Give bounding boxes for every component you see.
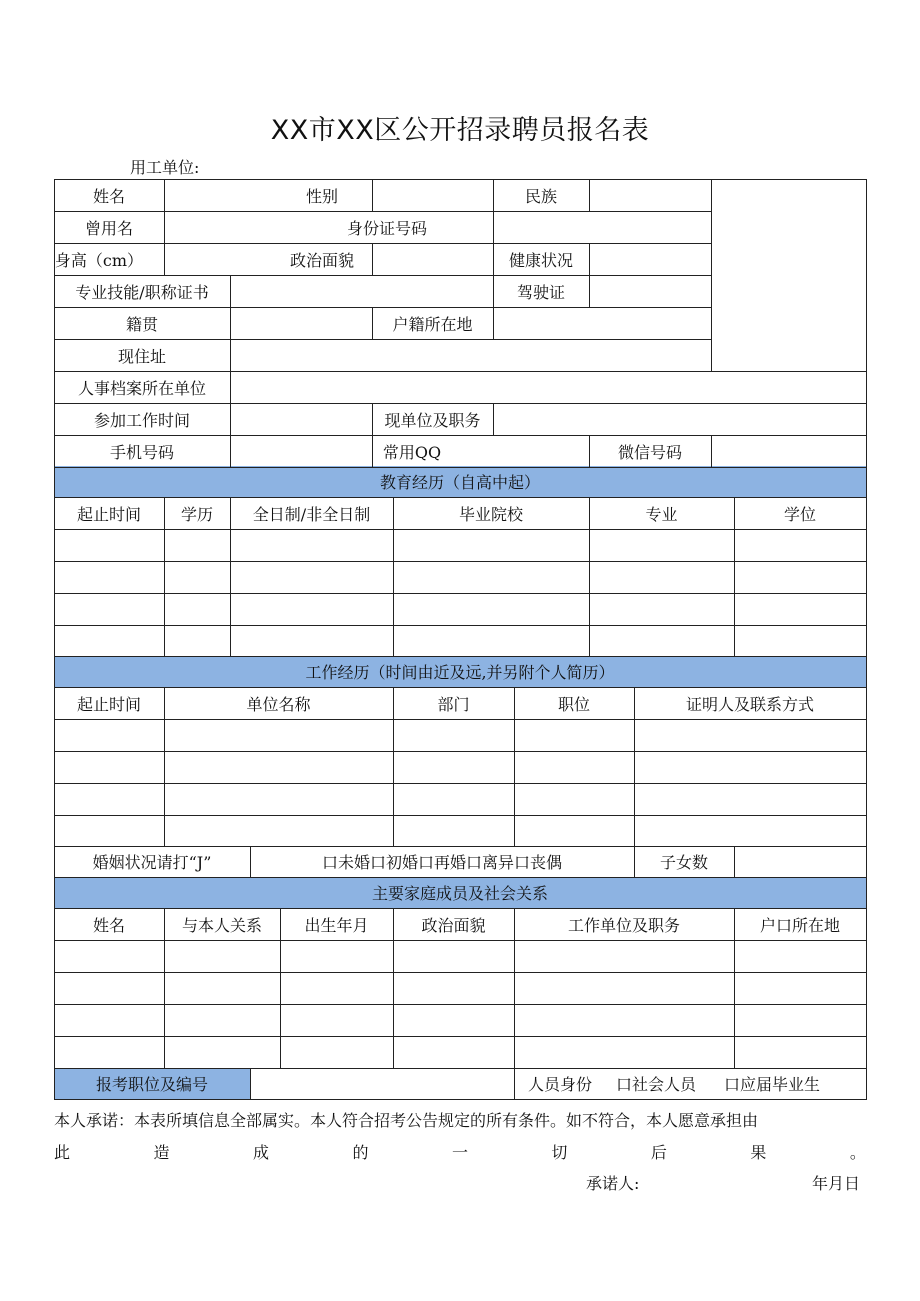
identity-option-social[interactable]: 口社会人员 (616, 1075, 697, 1094)
grid-line (230, 339, 231, 371)
edu-col-period: 起止时间 (76, 505, 141, 524)
grid-line (393, 908, 394, 1068)
label-phone: 手机号码 (109, 443, 174, 462)
pledge-char: 果 (750, 1143, 767, 1162)
label-archive-unit: 人事档案所在单位 (77, 379, 206, 398)
grid-line (54, 529, 867, 530)
grid-line (54, 467, 867, 468)
grid-line (54, 1068, 867, 1069)
label-id-number: 身份证号码 (346, 219, 427, 238)
grid-line (393, 687, 394, 846)
grid-line (589, 435, 590, 467)
grid-line (54, 815, 867, 816)
family-col-household: 户口所在地 (759, 916, 840, 935)
work-section-header (54, 656, 866, 687)
education-section-title: 教育经历（自高中起） (379, 473, 540, 492)
label-native-place: 籍贯 (125, 315, 158, 334)
grid-line (393, 497, 394, 656)
family-section-header (54, 877, 866, 908)
identity-group (514, 1068, 866, 1099)
grid-line (589, 497, 590, 656)
grid-line (711, 179, 712, 371)
pledge-char: 一 (451, 1143, 468, 1162)
grid-line (54, 243, 712, 244)
pledge-signer: 承诺人: (586, 1174, 640, 1193)
marital-options: 口未婚口初婚口再婚口离异口丧偶 (321, 853, 562, 872)
form-title: XX市XX区公开招录聘员报名表 (270, 115, 650, 146)
pledge-line-1: 本人承诺：本表所填信息全部属实。本人符合招考公告规定的所有条件。如不符合，本人愿意承担由 (54, 1111, 759, 1130)
label-ethnicity: 民族 (524, 187, 557, 206)
family-col-birth: 出生年月 (304, 916, 369, 935)
grid-line (54, 435, 867, 436)
grid-line (54, 972, 867, 973)
grid-line (230, 497, 231, 656)
grid-line (54, 371, 867, 372)
family-col-relation: 与本人关系 (181, 916, 262, 935)
grid-line (54, 307, 712, 308)
grid-line (493, 243, 494, 275)
label-political-status: 政治面貌 (289, 251, 354, 270)
identity-option-graduate[interactable]: 口应届毕业生 (724, 1075, 821, 1094)
pledge-char: 切 (551, 1143, 568, 1162)
grid-line (54, 908, 867, 909)
grid-line (493, 211, 494, 243)
grid-line (230, 435, 231, 467)
pledge-char: 的 (352, 1143, 369, 1162)
edu-col-degree-level: 学历 (180, 505, 213, 524)
grid-line (514, 1068, 515, 1099)
edu-col-school: 毕业院校 (458, 505, 523, 524)
grid-line (54, 593, 867, 594)
grid-line (164, 243, 165, 275)
family-col-employer: 工作单位及职务 (567, 916, 680, 935)
label-work-start: 参加工作时间 (93, 411, 190, 430)
grid-line (280, 908, 281, 1068)
pledge-date: 年月日 (812, 1174, 861, 1193)
grid-line (54, 497, 867, 498)
grid-line (372, 435, 373, 467)
work-col-employer: 单位名称 (246, 695, 311, 714)
grid-line (589, 243, 590, 275)
grid-line (230, 371, 231, 403)
grid-line (54, 339, 712, 340)
grid-line (372, 243, 373, 275)
grid-line (54, 687, 867, 688)
grid-line (54, 1036, 867, 1037)
edu-col-academic-degree: 学位 (783, 505, 816, 524)
label-skills: 专业技能/职称证书 (75, 283, 209, 302)
grid-line (164, 908, 165, 1068)
work-section-title: 工作经历（时间由近及远,并另附个人简历） (305, 663, 615, 682)
grid-line (164, 179, 165, 211)
edu-col-study-mode: 全日制/非全日制 (252, 505, 371, 524)
grid-line (493, 179, 494, 211)
grid-line (54, 783, 867, 784)
children-count-label: 子女数 (659, 853, 708, 872)
marital-label: 婚姻状况请打“J” (92, 853, 212, 872)
label-driving-license: 驾驶证 (516, 283, 565, 302)
grid-line (372, 307, 373, 339)
education-section-header (54, 466, 866, 497)
grid-line (493, 403, 494, 435)
grid-line (711, 435, 712, 467)
grid-line (54, 179, 867, 180)
grid-line (589, 275, 590, 307)
label-health: 健康状况 (508, 251, 573, 270)
grid-line (54, 561, 867, 562)
grid-line (250, 846, 251, 877)
work-col-department: 部门 (437, 695, 470, 714)
family-section-title: 主要家庭成员及社会关系 (371, 884, 548, 903)
grid-line (514, 908, 515, 1068)
apply-label: 报考职位及编号 (95, 1075, 208, 1094)
grid-line (54, 751, 867, 752)
work-col-period: 起止时间 (76, 695, 141, 714)
grid-line (372, 403, 373, 435)
pledge-char: 此 (54, 1143, 71, 1162)
pledge-char: 后 (650, 1143, 667, 1162)
grid-line (493, 275, 494, 307)
grid-line (54, 403, 867, 404)
label-height: 身高（cm） (54, 251, 144, 270)
label-qq: 常用QQ (382, 443, 442, 462)
grid-line (250, 1068, 251, 1099)
grid-line (54, 625, 867, 626)
label-household-location: 户籍所在地 (392, 315, 473, 334)
grid-line (493, 307, 494, 339)
label-wechat: 微信号码 (617, 443, 682, 462)
family-col-name: 姓名 (92, 916, 125, 935)
grid-line (54, 877, 867, 878)
label-current-address: 现住址 (117, 347, 166, 366)
label-name: 姓名 (92, 187, 125, 206)
grid-line (54, 719, 867, 720)
pledge-char: 成 (252, 1143, 269, 1162)
grid-line (164, 687, 165, 846)
grid-line (734, 497, 735, 656)
work-col-reference: 证明人及联系方式 (685, 695, 814, 714)
grid-line (866, 179, 867, 1099)
label-current-unit-position: 现单位及职务 (384, 411, 481, 430)
grid-line (634, 846, 635, 877)
label-former-name: 曾用名 (84, 219, 133, 238)
pledge-char: 。 (849, 1143, 866, 1162)
grid-line (164, 497, 165, 656)
grid-line (230, 307, 231, 339)
family-col-political: 政治面貌 (421, 916, 486, 935)
grid-line (54, 179, 55, 1099)
pledge-line-2 (54, 1140, 866, 1163)
grid-line (230, 275, 231, 307)
grid-line (734, 908, 735, 1068)
label-gender: 性别 (305, 187, 338, 206)
grid-line (54, 656, 867, 657)
grid-line (230, 403, 231, 435)
grid-line (54, 1004, 867, 1005)
grid-line (54, 211, 712, 212)
grid-line (54, 275, 712, 276)
apply-label-cell (54, 1068, 250, 1099)
grid-line (634, 687, 635, 846)
grid-line (54, 940, 867, 941)
grid-line (372, 179, 373, 211)
edu-col-major: 专业 (645, 505, 678, 524)
grid-line (164, 211, 165, 243)
grid-line (54, 846, 867, 847)
pledge-char: 造 (153, 1143, 170, 1162)
work-col-position: 职位 (557, 695, 590, 714)
identity-label: 人员身份 (528, 1075, 593, 1094)
grid-line (734, 846, 735, 877)
employer-label: 用工单位: (130, 158, 200, 177)
grid-line (514, 687, 515, 846)
grid-line (54, 1099, 867, 1100)
grid-line (589, 179, 590, 211)
